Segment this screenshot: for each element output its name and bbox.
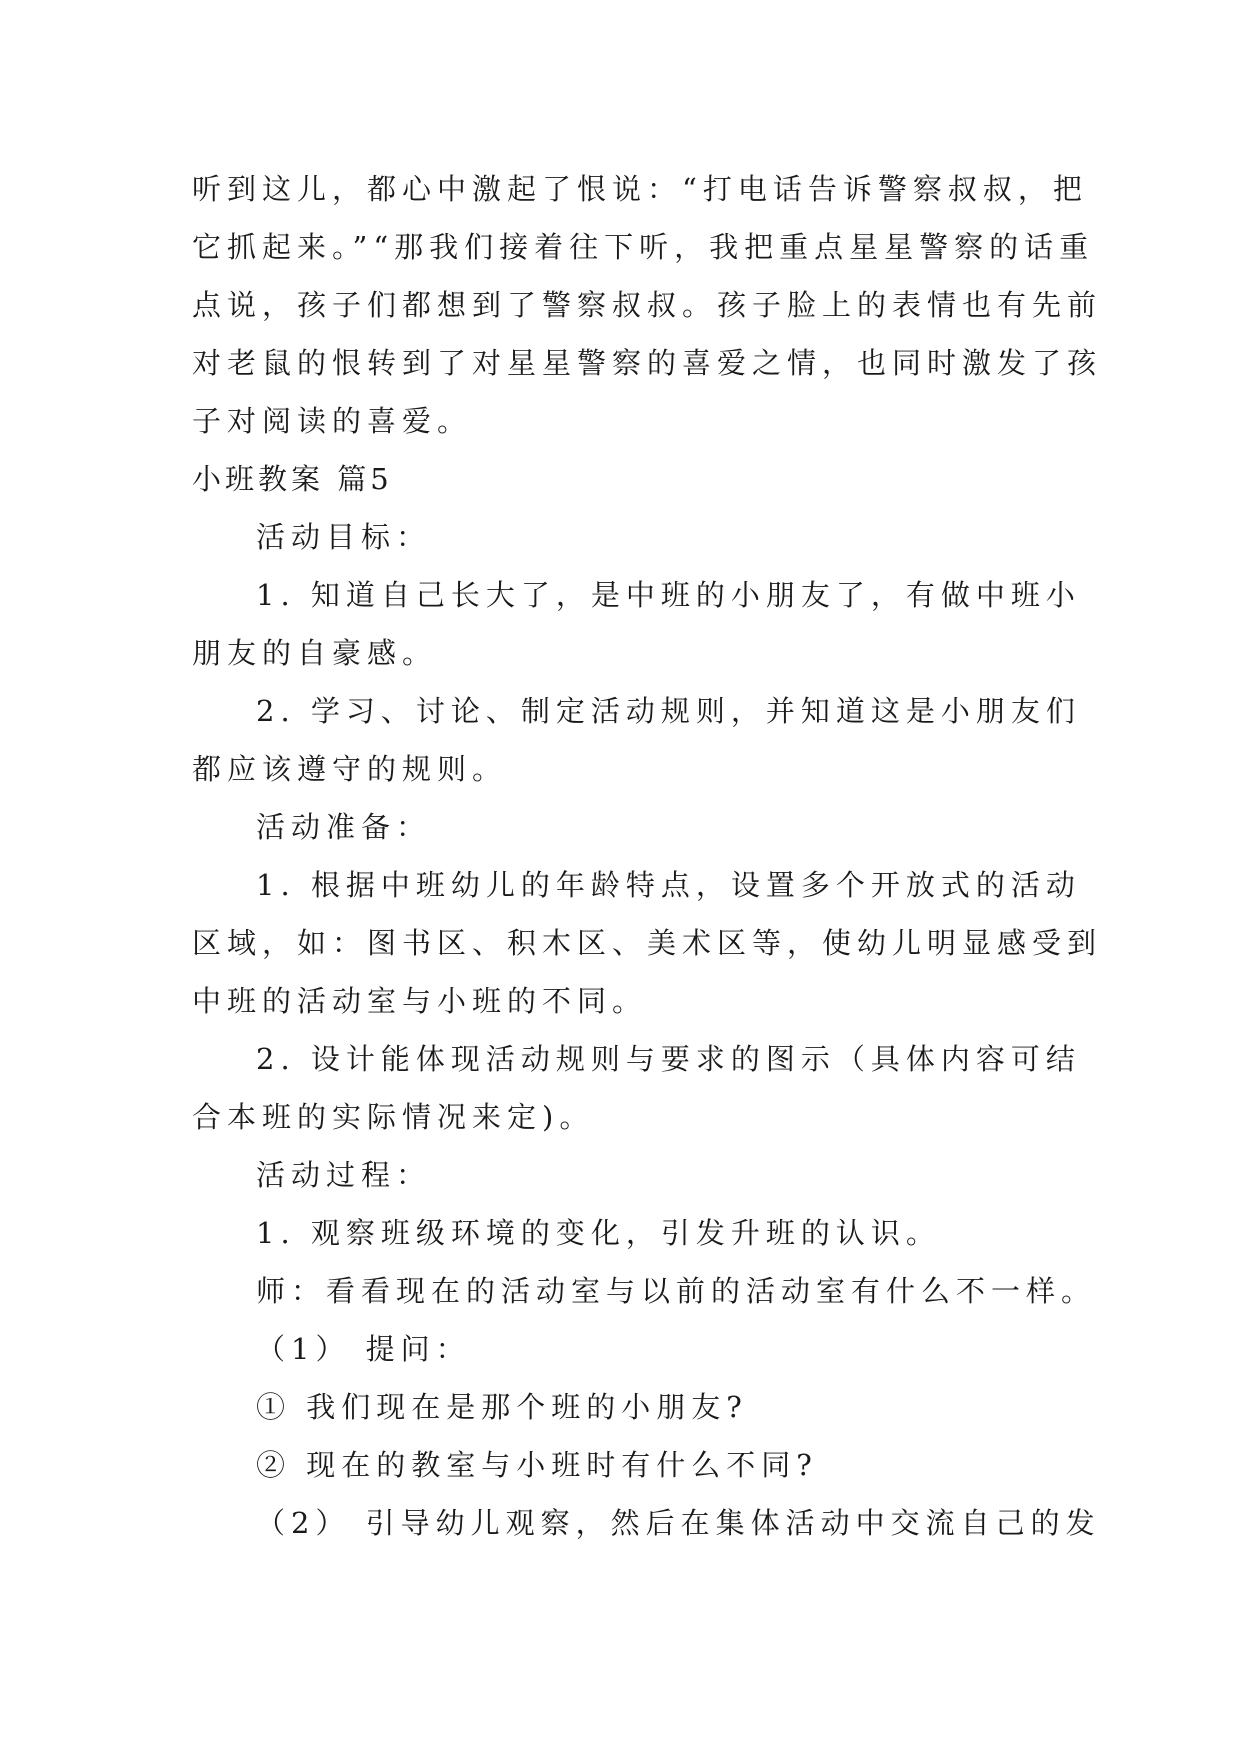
process-heading: 活动过程： bbox=[256, 1158, 432, 1192]
paragraph-line: 子对阅读的喜爱。 bbox=[192, 404, 473, 438]
question-1-item-b: ② 现在的教室与小班时有什么不同? bbox=[256, 1448, 818, 1482]
prep-1-line-2: 区域，如：图书区、积木区、美术区等，使幼儿明显感受到 bbox=[192, 926, 1103, 960]
prep-2-line-1: 2. 设计能体现活动规则与要求的图示（具体内容可结 bbox=[256, 1042, 1081, 1076]
question-1-item-a: ① 我们现在是那个班的小朋友? bbox=[256, 1390, 748, 1424]
teacher-prompt: 师：看看现在的活动室与以前的活动室有什么不一样。 bbox=[256, 1274, 1097, 1308]
prep-2-line-2: 合本班的实际情况来定)。 bbox=[192, 1100, 595, 1134]
question-1-label: （1） 提问： bbox=[256, 1332, 471, 1366]
section-title: 小班教案 篇5 bbox=[192, 462, 393, 496]
goals-heading: 活动目标： bbox=[256, 520, 432, 554]
goal-2-line-1: 2. 学习、讨论、制定活动规则，并知道这是小朋友们 bbox=[256, 694, 1081, 728]
goal-1-line-1: 1. 知道自己长大了，是中班的小朋友了，有做中班小 bbox=[256, 578, 1081, 612]
prep-heading: 活动准备： bbox=[256, 810, 432, 844]
paragraph-line: 听到这儿，都心中激起了恨说：“打电话告诉警察叔叔，把 bbox=[192, 172, 1088, 206]
question-2-line: （2） 引导幼儿观察，然后在集体活动中交流自己的发 bbox=[256, 1506, 1101, 1540]
process-step-1: 1. 观察班级环境的变化，引发升班的认识。 bbox=[256, 1216, 941, 1250]
goal-1-line-2: 朋友的自豪感。 bbox=[192, 636, 438, 670]
prep-1-line-3: 中班的活动室与小班的不同。 bbox=[192, 984, 648, 1018]
paragraph-line: 它抓起来。”“那我们接着往下听，我把重点星星警察的话重 bbox=[192, 230, 1095, 264]
prep-1-line-1: 1. 根据中班幼儿的年龄特点，设置多个开放式的活动 bbox=[256, 868, 1081, 902]
document-body bbox=[192, 160, 1103, 1552]
goal-2-line-2: 都应该遵守的规则。 bbox=[192, 752, 508, 786]
paragraph-line: 点说，孩子们都想到了警察叔叔。孩子脸上的表情也有先前 bbox=[192, 288, 1103, 322]
paragraph-line: 对老鼠的恨转到了对星星警察的喜爱之情，也同时激发了孩 bbox=[192, 346, 1103, 380]
